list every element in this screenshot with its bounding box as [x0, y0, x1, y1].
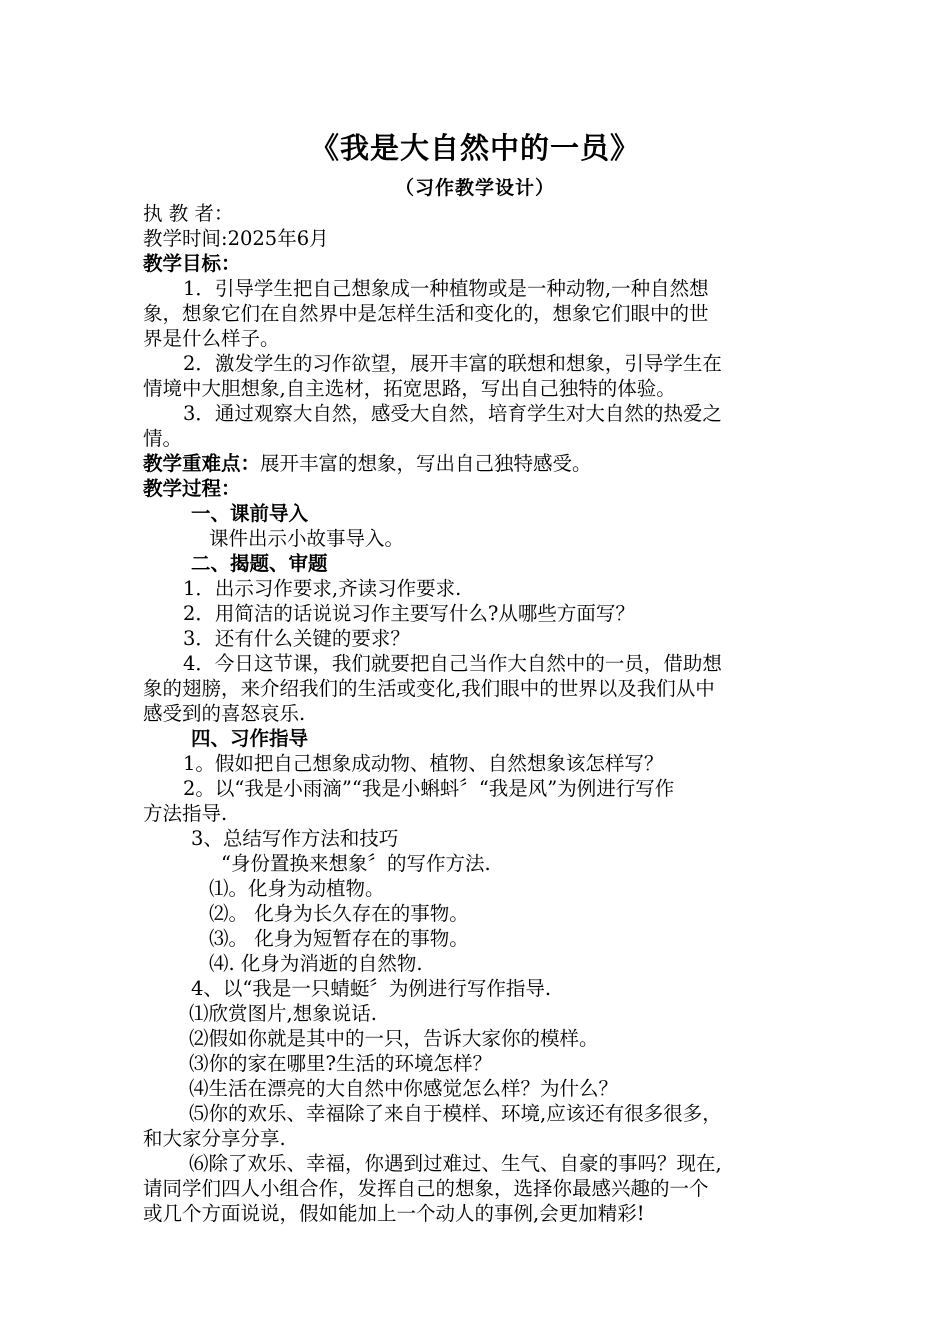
process-line: 4、以“我是一只蜻蜓〞为例进行写作指导.	[191, 977, 552, 1000]
process-line: 方法指导.	[143, 802, 228, 825]
process-line: 3、总结写作方法和技巧	[191, 827, 399, 850]
process-line: ⑴。化身为动植物。	[209, 877, 385, 900]
process-line: 2。以“我是小雨滴”“我是小蝌蚪〞“我是风”为例进行写作	[183, 777, 675, 800]
section-text: 课件出示小故事导入。	[209, 527, 405, 550]
process-line: 3．还有什么关键的要求？	[183, 627, 410, 650]
process-line: 2．用简洁的话说说习作主要写什么?从哪些方面写？	[183, 602, 635, 625]
process-line: 象的翅膀，来介绍我们的生活或变化,我们眼中的世界以及我们从中	[143, 677, 715, 700]
process-line: ⑹除了欢乐、幸福，你遇到过难过、生气、自豪的事吗？现在,	[189, 1152, 722, 1175]
process-line: ⑴欣赏图片,想象说话.	[189, 1002, 377, 1025]
goal-line: 1．引导学生把自己想象成一种植物或是一种动物,一种自然想	[183, 277, 709, 300]
section-heading: 四、习作指导	[191, 727, 309, 750]
goal-line: 情。	[143, 427, 183, 450]
section-heading: 一、课前导入	[191, 502, 309, 525]
goal-line: 2．激发学生的习作欲望，展开丰富的联想和想象，引导学生在	[183, 352, 722, 375]
goal-line: 象，想象它们在自然界中是怎样生活和变化的，想象它们眼中的世	[143, 302, 709, 325]
process-line: 4．今日这节课，我们就要把自己当作大自然中的一员，借助想	[183, 652, 722, 675]
teaching-time: 教学时间:2025年6月	[143, 227, 329, 250]
goal-line: 3．通过观察大自然，感受大自然，培育学生对大自然的热爱之	[183, 402, 722, 425]
key-points-text: 展开丰富的想象，写出自己独特感受。	[260, 452, 592, 475]
teacher-label: 执 教 者：	[143, 202, 234, 225]
process-line: ⑶你的家在哪里?生活的环境怎样？	[189, 1052, 492, 1075]
process-line: 请同学们四人小组合作，发挥自己的想象，选择你最感兴趣的一个	[143, 1177, 709, 1200]
process-line: 或几个方面说说，假如能加上一个动人的事例,会更加精彩!	[143, 1202, 645, 1225]
process-line: ⑵。 化身为长久存在的事物。	[209, 902, 469, 925]
document-title: 《我是大自然中的一员》	[309, 131, 640, 165]
process-line: 1。假如把自己想象成动物、植物、自然想象该怎样写？	[183, 752, 664, 775]
key-points-heading: 教学重难点：	[143, 452, 261, 475]
process-line: ⑷生活在漂亮的大自然中你感觉怎么样？为什么？	[189, 1077, 619, 1100]
goals-heading: 教学目标：	[143, 252, 241, 275]
process-line: ⑵假如你就是其中的一只，告诉大家你的模样。	[189, 1027, 599, 1050]
goal-line: 界是什么样子。	[143, 327, 280, 350]
process-line: ⑷. 化身为消逝的自然物.	[209, 952, 423, 975]
process-line: ⑸你的欢乐、幸福除了来自于模样、环境,应该还有很多很多，	[189, 1102, 722, 1125]
process-heading: 教学过程：	[143, 477, 241, 500]
section-heading: 二、揭题、审题	[191, 552, 328, 575]
process-line: ⑶。 化身为短暂存在的事物。	[209, 927, 469, 950]
document-subtitle: （习作教学设计）	[394, 177, 555, 199]
process-line: 和大家分享分享.	[143, 1127, 286, 1150]
key-points	[143, 451, 823, 476]
goal-line: 情境中大胆想象,自主选材，拓宽思路，写出自己独特的体验。	[143, 377, 676, 400]
document-body	[143, 201, 823, 1226]
process-line: “身份置换来想象〞的写作方法.	[221, 852, 491, 875]
process-line: 1．出示习作要求,齐读习作要求.	[183, 577, 462, 600]
process-line: 感受到的喜怒哀乐.	[143, 702, 306, 725]
